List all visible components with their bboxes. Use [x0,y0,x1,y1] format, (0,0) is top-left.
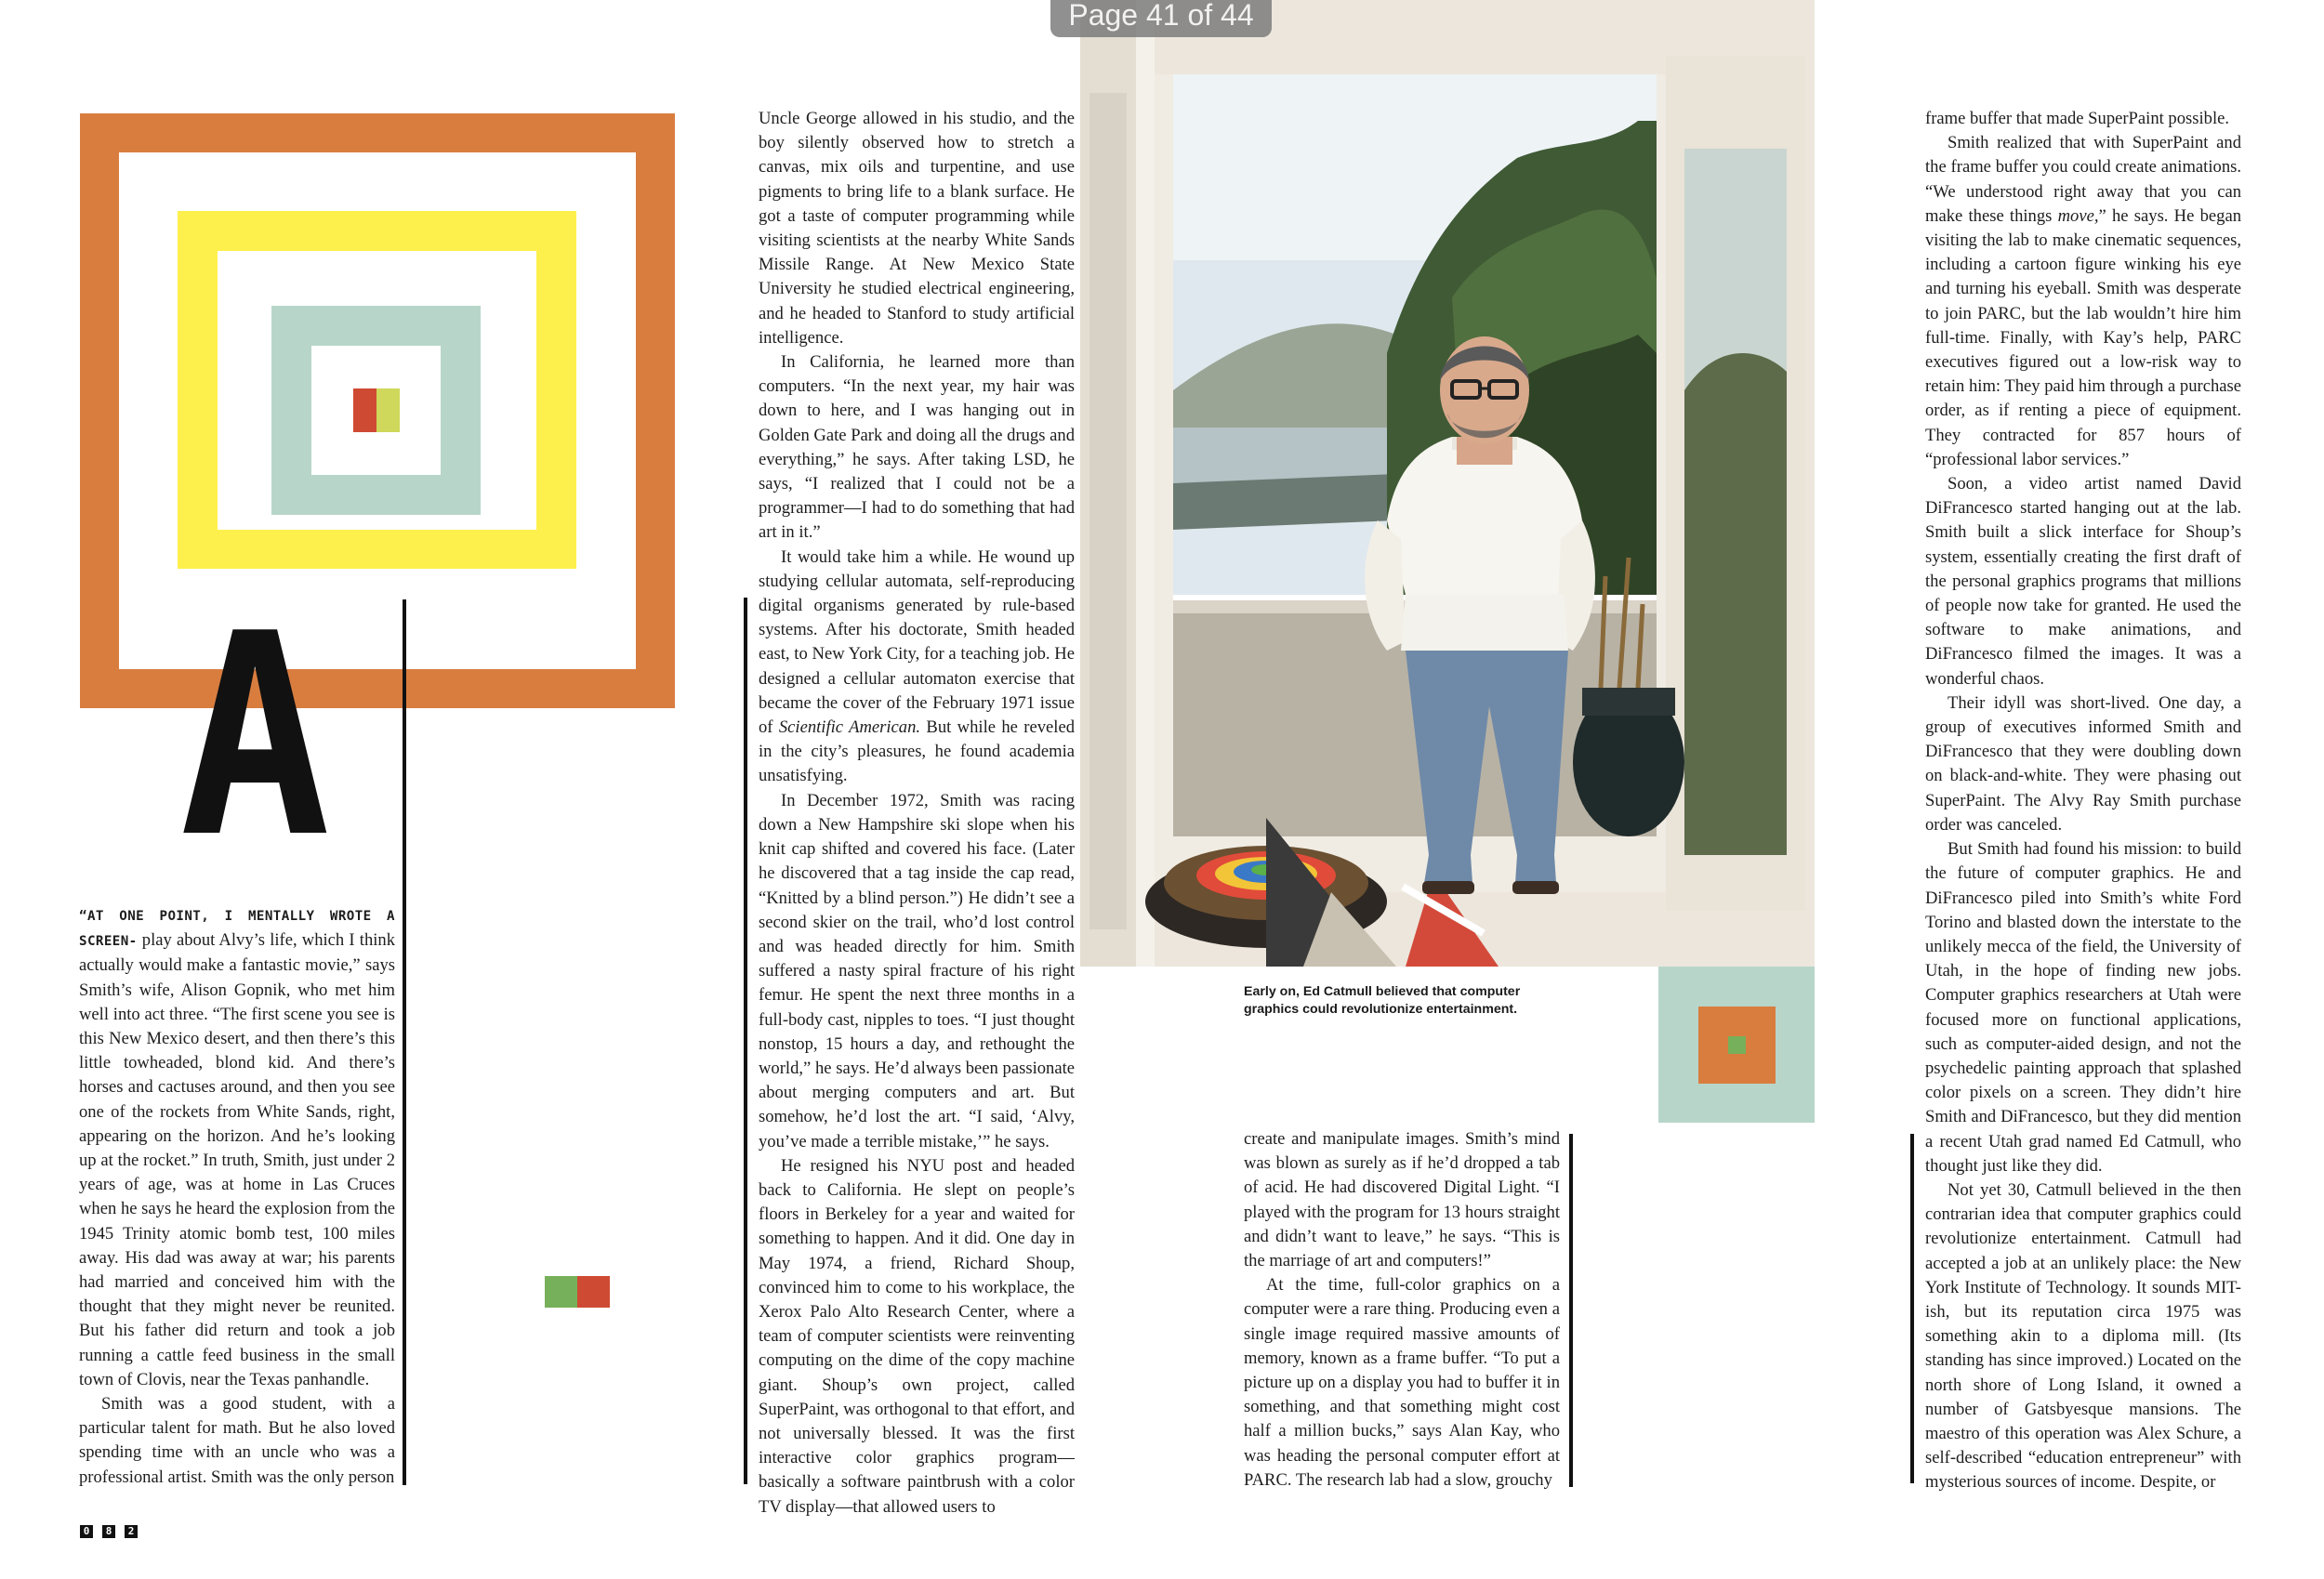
column1-rule [403,599,406,1485]
column2-paragraph-5: He resigned his NYU post and headed back to California. He slept on people’s floors in Berkeley for a year and waited for something to happen. And it did. One day in May 1974, a friend, Richard Shoup, convinced him to come to his workplace, the Xerox Palo Alto Research Center, where a team of computer scientists were reinventing computing on the dime of the copy machine giant. Shoup’s own project, called SuperPaint, was orthogonal to that effort, and not universally blessed. It was the first interactive color graphics program—basically a software paintbrush with a color TV display—that allowed users to [759,1155,1075,1517]
core-red-pixel [353,388,376,432]
column4-paragraph-5: But Smith had found his mission: to build the future of computer graphics. He and DiFrancesco piled into Smith’s white Ford Torino and blasted down the interstate to the unlikely mecca of the field, the University of Utah, in the hope of finding new jobs. Computer graphics researchers at Utah were focused more on functional applications, such as computer-aided design, and not the psychedelic painting approach that splashed color pixels on a screen. They didn’t hire Smith and DiFrancesco, but they did mention a recent Utah grad named Ed Catmull, who thought just like they did. [1925,839,2241,1176]
column2-paragraph-4: In December 1972, Smith was racing down a New Hampshire ski slope when his knit cap shifted and covered his face. (Later he discovered that a tag inside the cap read, “Knitted by a blind person.”) He didn’t see a second skier on the trail, who’d lost control and was headed directly for him. Smith suffered a nasty spiral fracture of his right femur. He spent the next three months in a full-body cast, nipples to toes. “I just thought nonstop, 15 hours a day, and rethought the world,” he says. He’d always been passionate about merging computers and art. But somehow, he’d lost the art. “I said, ‘Alvy, you’ve made a terrible mistake,’” he says. [759,790,1075,1151]
folio-digit-1: 0 [80,1525,93,1538]
folio-digit-3: 2 [125,1525,138,1538]
column1-paragraph-2: Smith was a good student, with a particular talent for math. But he also loved spending time with an uncle who was a professional artist. Smith was the only person [79,1394,395,1487]
column4-paragraph-1: frame buffer that made SuperPaint possible. [1925,109,2230,128]
column2-paragraph-1: Uncle George allowed in his studio, and the boy silently observed how to stretch a canvas, mix oils and turpentine, and use pigments to bring life to a blank surface. He got a taste of computer programming while visiting scientists at the nearby White Sands Missile Range. At New Mexico State University he studied electrical engineering, and he headed to Stanford to study artificial intelligence. [759,109,1075,348]
pixel-green [545,1276,577,1308]
column4-paragraph-6: Not yet 30, Catmull believed in the then contrarian idea that computer graphics could revolutionize entertainment. Catmull had accepted a job at an unlikely place: the New York Institute of Technology. It sounds MIT-ish, but its reputation circa 1975 was something akin to a diploma mill. (Its standing has since improved.) Located on the north shore of Long Island, it owned a number of Gatsbyesque mansions. The maestro of this operation was Alex Schure, a self-described “education entrepreneur” with mysterious sources of income. Despite, or [1925,1179,2241,1493]
page-folio [80,1525,138,1538]
page-indicator: Page 41 of 44 [1050,0,1272,37]
column4-paragraph-3: Soon, a video artist named David DiFrancesco started hanging out at the lab. Smith built a slick interface for Shoup’s system, essentially creating the first draft of the personal graphics programs that millions of people now take for granted. He used the software to make animations, and DiFrancesco filmed the images. It was a wonderful chaos. [1925,474,2241,689]
column4-paragraph-2: Smith realized that with SuperPaint and the frame buffer you could create animations. “We understood right away that you can make these things move,” he says. He began visiting the lab to make cinematic sequences, including a cartoon figure winking his eye and turning his eyeball. Smith was desperate to join PARC, but the lab wouldn’t hire him full-time. Finally, with Kay’s help, PARC executives figured out a low-risk way to retain him: They paid him through a purchase order, as if renting a piece of equipment. They contracted for 857 hours of “professional labor services.” [1925,133,2241,469]
column4-paragraph-4: Their idyll was short-lived. One day, a group of executives informed Smith and DiFrancesco that they were doubling down on black-and-white. They were phasing out SuperPaint. The Alvy Ray Smith purchase order was canceled. [1925,692,2241,835]
folio-digit-2: 8 [102,1525,115,1538]
lead-in: “AT ONE POINT, I MENTALLY WROTE A SCREEN- [79,909,395,950]
core-lime-pixel [376,388,400,432]
emphasis-move: move, [2057,205,2099,226]
column2-rule [744,598,747,1484]
green-pixel-art [1728,1036,1746,1054]
column3-paragraph-1: create and manipulate images. Smith’s mind was blown as surely as if he’d dropped a tab of acid. He had discovered Digital Light. “I played with the program for 13 hours straight and didn’t want to leave,” he says. “This is the marriage of art and computers!” [1244,1129,1560,1271]
magazine-title: Scientific American. [778,717,921,738]
photo-caption: Early on, Ed Catmull believed that computer graphics could revolutionize entertainment. [1244,984,1521,1017]
column3-paragraph-2: At the time, full-color graphics on a computer were a rare thing. Producing even a single image required massive amounts of memory, known as a frame buffer. “To put a picture up on a display you had to buffer it in something, and that something might cost half a million bucks,” says Alan Kay, who was heading the personal computer effort at PARC. The research lab had a slow, grouchy [1244,1275,1560,1490]
column2-paragraph-2: In California, he learned more than computers. “In the next year, my hair was down to here, and I was hanging out in Golden Gate Park and doing all the drugs and everything,” he says. After taking LSD, he says, “I realized that I could not be a programmer—I had to do something that had art in it.” [759,352,1075,543]
column-4 [1925,107,2241,1495]
column1-paragraph-1: play about Alvy’s life, which I think actually would make a fantastic movie,” says Smith’s wife, Alison Gopnik, who met him well into act three. “The first scene you see is this New Mexico desert, and then there’s this little towheaded, blond kid. And there’s horses and cactuses around, and then you see one of the rockets from White Sands, right, appearing on the horizon. And he’s looking up at the rocket.” In truth, Smith, just under 2 years of age, was at home in Las Cruces when he says he heard the explosion from the 1945 Trinity atomic bomb test, 100 miles away. His dad was away at war; his parents had married and conceived him with the thought that they might never be reunited. But his father did return and took a job running a cattle feed business in the small town of Clovis, near the Texas panhandle. [79,930,395,1389]
drop-cap: A [179,574,331,899]
portrait-photo [1080,0,1815,967]
column4-rule [1910,1134,1914,1483]
column3-rule [1569,1134,1573,1487]
column-3 [1244,1127,1560,1493]
column-1 [79,903,395,1490]
pixel-red [577,1276,610,1308]
column-2 [759,107,1075,1520]
column2-paragraph-3: It would take him a while. He wound up studying cellular automata, self-reproducing digital organisms generated by rule-based systems. After his doctorate, Smith headed east, to New York City, for a teaching job. He designed a cellular automaton exercise that became the cover of the February 1971 issue of Scientific American. But while he reveled in the city’s pleasures, he found academia unsatisfying. [759,546,1076,786]
